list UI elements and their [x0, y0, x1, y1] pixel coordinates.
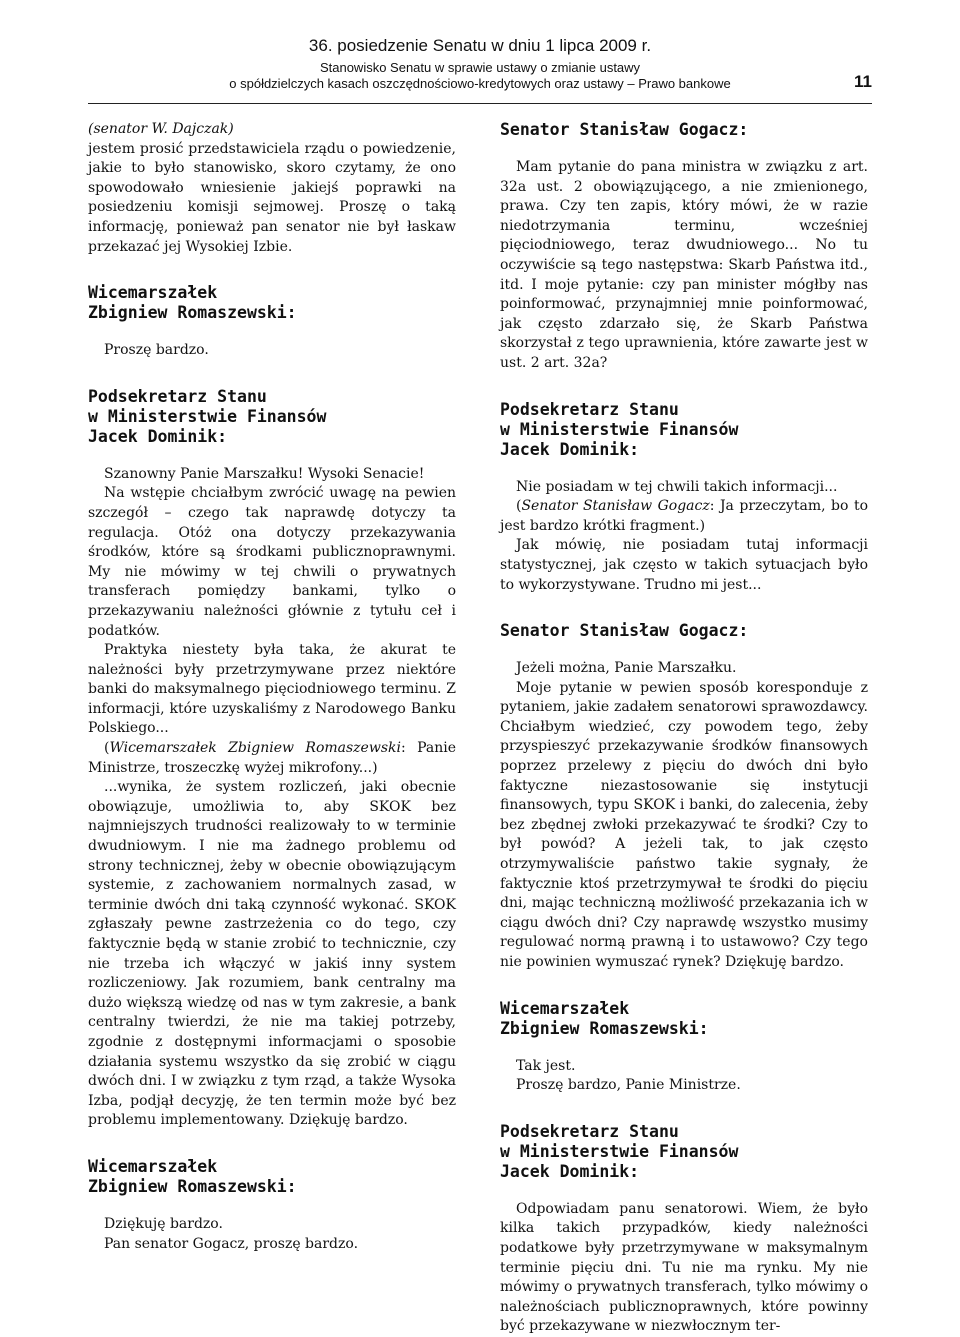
paragraph: jestem prosić przedstawiciela rządu o powiedzenie, jakie to było stanowisko, skoro czytamy, że ono spowodowało wniesienie jakiejś poprawki na posiedzeniu komisji sejmowej. Proszę o taką informację, ponieważ pan senator nie był łaskaw przekazać jej Wysokiej Izbie. [88, 140, 456, 255]
paragraph: Nie posiadam w tej chwili takich informacji... [516, 478, 838, 495]
header-subject-line-1: Stanowisko Senatu w sprawie ustawy o zmianie ustawy [319, 60, 641, 75]
speaker-title: w Ministerstwie Finansów [500, 419, 739, 439]
interjection [500, 497, 868, 536]
interjection [88, 739, 456, 778]
speaker-name: Jacek Dominik: [500, 1161, 640, 1181]
header-subject-line-2: o spółdzielczych kasach oszczędnościowo-kredytowych oraz ustawy – Prawo bankowe [229, 76, 731, 91]
speaker-title: Podsekretarz Stanu [88, 386, 267, 406]
speaker-title: Podsekretarz Stanu [500, 1121, 679, 1141]
page-number: 11 [854, 72, 872, 91]
header-session-title: 36. posiedzenie Senatu w dniu 1 lipca 2009 r. [308, 36, 652, 55]
speaker-heading [88, 387, 456, 447]
speaker-heading [500, 1122, 868, 1182]
paragraph: Jeżeli można, Panie Marszałku. [516, 660, 737, 677]
interjection-open: ( [516, 498, 522, 515]
paragraph: ...wynika, że system rozliczeń, jaki obecnie obowiązuje, umożliwia to, aby SKOK bez najmniejszych trudności realizowały to w terminie dwudniowym. I nie ma żadnego problemu od strony technicznej, żeby w obecnie obowiązującym systemie, z zachowaniem normalnych zasad, w terminie dwóch dni taką czynność wykonać. SKOK zgłaszały pewne zastrzeżenia co do tego, czy faktycznie będą w stanie zrobić to technicznie, czy nie trzeba ich włączyć w jakiś inny system rozliczeniowy. Jak rozumiem, bank centralny ma dużo większą wiedzę od nas w tym zakresie, a bank centralny twierdzi, że nie ma takiej potrzeby, zgodnie z dostępnymi informacjami o sposobie działania systemu wszystko da się zrobić w ciągu dwóch dni. I w związku z tym rząd, a także Wysoka Izba, podjął decyzję, że ten termin może być bez problemu implementowany. Dziękuję bardzo. [88, 779, 456, 1129]
header-divider [88, 103, 872, 104]
speaker-name: Zbigniew Romaszewski: [88, 303, 297, 323]
speaker-heading [500, 400, 868, 460]
paragraph: Tak jest. [516, 1057, 576, 1074]
page-header [0, 0, 960, 108]
speaker-continuation-label: (senator W. Dajczak) [88, 121, 234, 137]
interjection-speaker: Senator Stanisław Gogacz [521, 498, 710, 515]
paragraph: Na wstępie chciałbym zwrócić uwagę na pewien szczegół – czego tak naprawdę dotyczy ta regulacja. Otóż ona dotyczy przekazywania środków, które są środkami publicznoprawnymi. My nie mówimy w tej chwili o prywatnych transferach pomiędzy bankami, tylko o przekazywaniu należności głównie z tytułu ceł i podatków. [88, 485, 456, 639]
speaker-heading [88, 1157, 456, 1197]
speaker-title: Wicemarszałek [500, 998, 630, 1018]
speaker-title: Wicemarszałek [88, 283, 218, 303]
paragraph: Pan senator Gogacz, proszę bardzo. [104, 1235, 359, 1252]
interjection-open: ( [104, 740, 110, 757]
left-column [88, 120, 456, 1254]
speaker-name: Zbigniew Romaszewski: [88, 1176, 297, 1196]
paragraph: Szanowny Panie Marszałku! Wysoki Senacie! [104, 465, 425, 482]
paragraph: Mam pytanie do pana ministra w związku z art. 32a ust. 2 obowiązującego, a nie zmienionego, prawa. Czy ten zapis, który mówi, że w razie niedotrzymania terminu, wcześniej pięciodniowego, teraz dwudniowego... No tu oczywiście są tego następstwa: Skarb Państwa itd., itd. I moje pytanie: czy pan minister mógłby nas poinformować, przynajmniej mnie poinformować, jak często zdarzało się, że Skarb Państwa skorzystał z tego uprawnienia, które zawarte jest w ust. 2 art. 32a? [500, 159, 868, 371]
speaker-title: w Ministerstwie Finansów [88, 406, 327, 426]
speaker-title: Podsekretarz Stanu [500, 399, 679, 419]
interjection-text: : Panie Ministrze, troszeczkę wyżej mikrofony...) [88, 740, 456, 776]
speaker-heading [500, 120, 868, 140]
paragraph: Odpowiadam panu senatorowi. Wiem, że było kilka takich przypadków, kiedy należności podatkowe były przetrzymywane w maksymalnym terminie pięciu dni. Tu nie ma rynku. My nie mówimy o prywatnych transferach, tylko mówimy o należnościach publicznoprawnych, które powinny być przekazywane w niezwłocznym ter- [500, 1200, 868, 1335]
speaker-name: Senator Stanisław Gogacz: [500, 120, 749, 139]
speaker-title: Wicemarszałek [88, 1156, 218, 1176]
right-column [500, 120, 868, 1337]
speaker-title: w Ministerstwie Finansów [500, 1141, 739, 1161]
interjection-speaker: Wicemarszałek Zbigniew Romaszewski [109, 740, 401, 757]
speaker-name: Senator Stanisław Gogacz: [500, 621, 749, 641]
paragraph: Proszę bardzo, Panie Ministrze. [516, 1077, 741, 1094]
paragraph: Jak mówię, nie posiadam tutaj informacji statystycznej, jak często w takich sytuacjach było to wykorzystywane. Trudno mi jest... [500, 537, 868, 593]
paragraph: Dziękuję bardzo. [104, 1215, 223, 1232]
paragraph: Moje pytanie w pewien sposób koresponduje z pytaniem, jakie zadałem senatorowi sprawozdawcy. Chciałbym wiedzieć, czy powodem tego, żeby przyspieszyć przekazywanie środków finansowych poprzez przelewy z pięciu do dwóch dni było faktyczne niezastosowanie się instytucji finansowych, typu SKOK i banki, do zalecenia, żeby bez zbędnej zwłoki przekazywać te środki? Czy to był powód? A jeżeli tak, to jak często otrzymywaliście państwo takie sygnały, że faktycznie ktoś przetrzymywał te środki do pięciu dni, mając techniczną możliwość przekazania ich w ciągu dwóch dni? Czy naprawdę wszystko musimy regulować normą prawną i to ustawowo? Czy tego nie powinien wymuszać rynek? Dziękuję bardzo. [500, 679, 868, 970]
speaker-name: Zbigniew Romaszewski: [500, 1018, 709, 1038]
paragraph: Proszę bardzo. [104, 342, 209, 359]
speaker-heading [500, 999, 868, 1039]
speaker-name: Jacek Dominik: [88, 426, 228, 446]
speaker-name: Jacek Dominik: [500, 439, 640, 459]
paragraph: Praktyka niestety była taka, że akurat te należności były przetrzymywane przez niektóre banki do maksymalnego pięciodniowego terminu. Z informacji, które uzyskaliśmy z Narodowego Banku Polskiego... [88, 642, 456, 737]
speaker-heading [500, 621, 868, 641]
speaker-heading [88, 283, 456, 323]
interjection-text: : Ja przeczytam, bo to jest bardzo krótki fragment.) [500, 498, 868, 534]
